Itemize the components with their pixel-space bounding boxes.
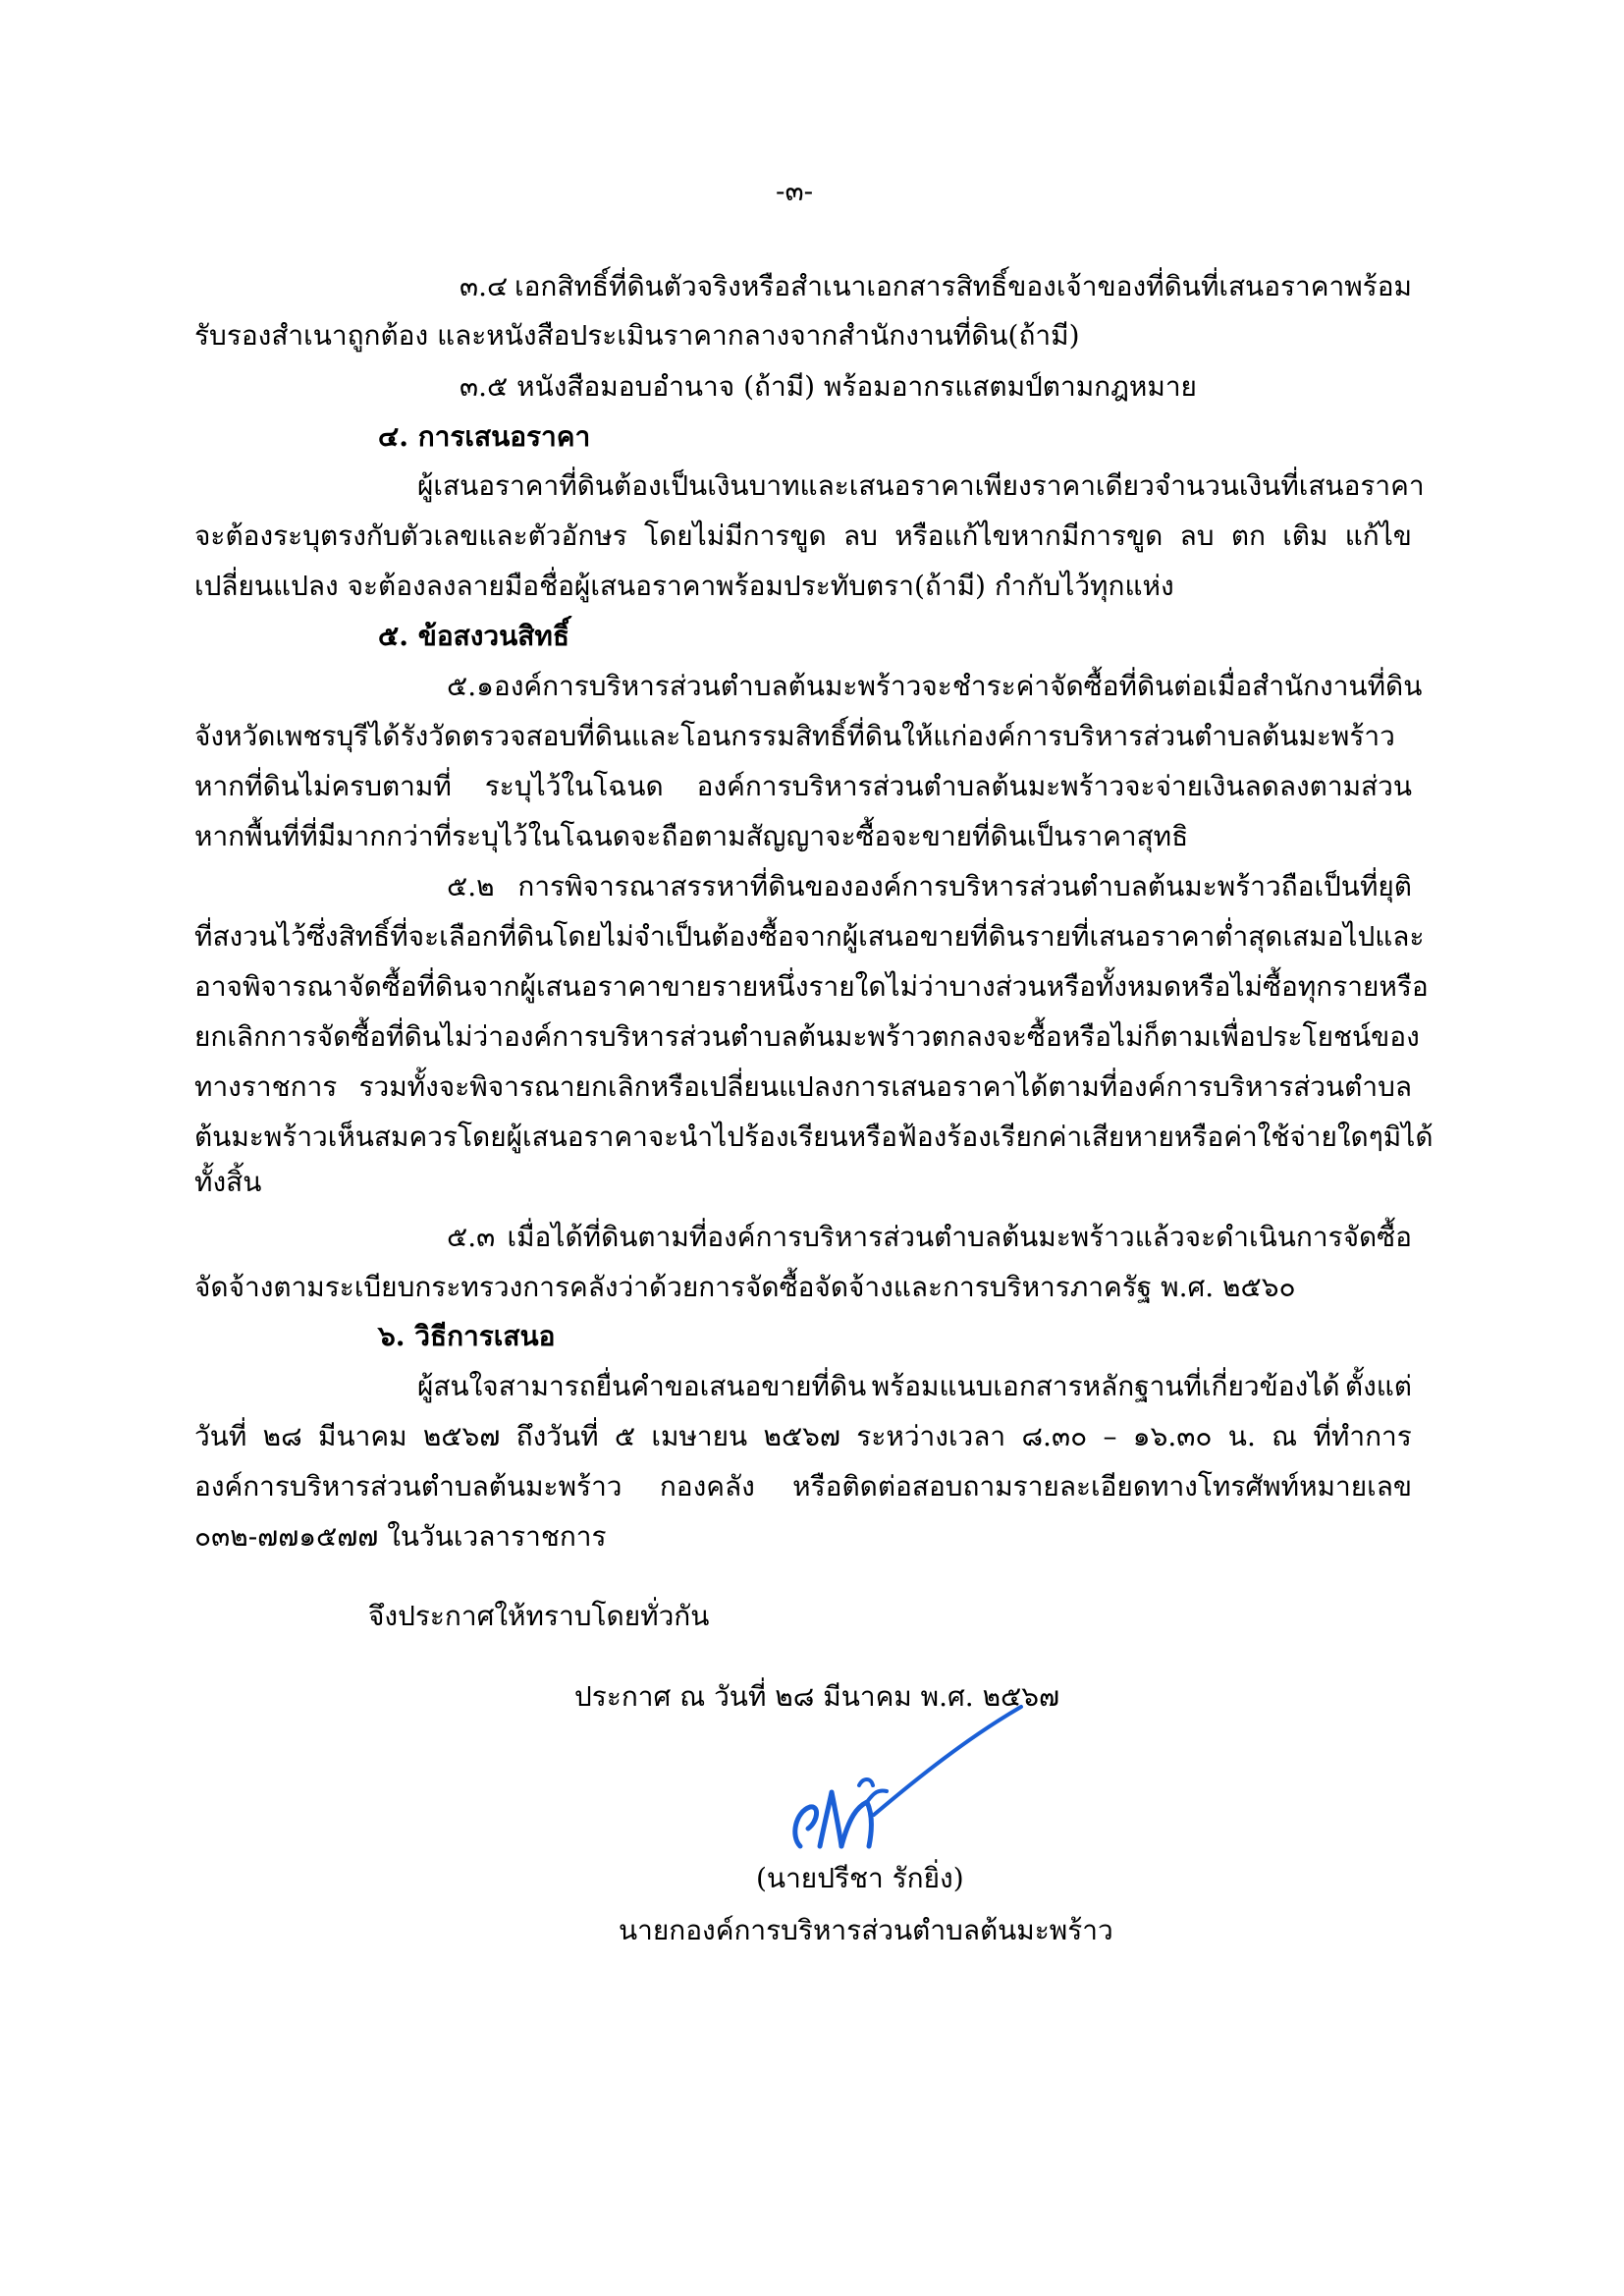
- clause-5-2-line-1: ๕.๒ การพิจารณาสรรหาที่ดินขององค์การบริหารส่วนตำบลต้นมะพร้าวถือเป็นที่ยุติ: [447, 870, 1412, 902]
- signer-name: (นายปรีชา รักยิ่ง): [756, 1862, 964, 1894]
- signer-title: นายกองค์การบริหารส่วนตำบลต้นมะพร้าว: [619, 1914, 1113, 1946]
- clause-5-1-line-3: หากที่ดินไม่ครบตามที่ ระบุไว้ในโฉนด องค์การบริหารส่วนตำบลต้นมะพร้าวจะจ่ายเงินลดลงตามส่วน: [194, 770, 1412, 802]
- clause-5-2-line-3: อาจพิจารณาจัดซื้อที่ดินจากผู้เสนอราคาขายรายหนึ่งรายใด ไม่ว่าบางส่วนหรือทั้งหมดหรือไม่ซื้อทุกราย หรือ: [194, 970, 1429, 1003]
- clause-5-1-line-1: ๕.๑ องค์การบริหารส่วนตำบลต้นมะพร้าวจะชำระค่าจัดซื้อที่ดินต่อเมื่อสำนักงานที่ดิน: [447, 670, 1423, 702]
- signature-mark: [781, 1699, 1056, 1876]
- closing-statement: จึงประกาศให้ทราบโดยทั่วกัน: [368, 1600, 710, 1632]
- section-5-heading: ๕. ข้อสงวนสิทธิ์: [378, 620, 569, 652]
- signature-strokes: [795, 1707, 1021, 1846]
- section-6-line-2: วันที่ ๒๘ มีนาคม ๒๕๖๗ ถึงวันที่ ๕ เมษายน ๒๕๖๗ ระหว่างเวลา ๘.๓๐ – ๑๖.๓๐ น. ณ ที่ทำการ: [194, 1420, 1412, 1452]
- section-6-heading: ๖. วิธีการเสนอ: [378, 1320, 556, 1352]
- section-6-line-1: ผู้สนใจสามารถยื่นคำขอเสนอขายที่ดิน พร้อมแนบเอกสารหลักฐานที่เกี่ยวข้องได้ ตั้งแต่: [417, 1370, 1412, 1402]
- clause-3-4-line-1: ๓.๔ เอกสิทธิ์ที่ดินตัวจริงหรือสำเนาเอกสารสิทธิ์ของเจ้าของที่ดินที่เสนอราคาพร้อม: [460, 270, 1412, 302]
- clause-3-4-line-2: รับรองสำเนาถูกต้อง และหนังสือประเมินราคากลางจากสำนักงานที่ดิน(ถ้ามี): [194, 319, 1080, 352]
- section-4-heading: ๔. การเสนอราคา: [378, 420, 591, 453]
- section-4-line-2: จะต้องระบุตรงกับตัวเลขและตัวอักษร โดยไม่มีการขูด ลบ หรือแก้ไขหากมีการขูด ลบ ตก เติม แก้ไข: [194, 519, 1412, 552]
- clause-3-5: ๓.๕ หนังสือมอบอำนาจ (ถ้ามี) พร้อมอากรแสตมป์ตามกฎหมาย: [460, 370, 1197, 403]
- clause-5-1-line-2: จังหวัดเพชรบุรีได้รังวัดตรวจสอบที่ดินและโอนกรรมสิทธิ์ที่ดินให้แก่องค์การบริหารส่วนตำบลต้นมะพร้าว: [194, 720, 1395, 752]
- clause-5-2-line-5: ทางราชการ รวมทั้งจะพิจารณายกเลิกหรือเปลี่ยนแปลงการเสนอราคาได้ตามที่องค์การบริหารส่วนตำบล: [194, 1070, 1412, 1103]
- clause-5-3-line-2: จัดจ้างตามระเบียบกระทรวงการคลังว่าด้วยการจัดซื้อจัดจ้างและการบริหารภาครัฐ พ.ศ. ๒๕๖๐: [194, 1271, 1296, 1303]
- clause-5-2-line-4: ยกเลิกการจัดซื้อที่ดิน ไม่ว่าองค์การบริหารส่วนตำบลต้นมะพร้าวตกลงจะซื้อหรือไม่ก็ตามเพื่อประโยชน์ของ: [194, 1020, 1420, 1053]
- section-4-line-3: เปลี่ยนแปลง จะต้องลงลายมือชื่อผู้เสนอราคาพร้อมประทับตรา(ถ้ามี) กำกับไว้ทุกแห่ง: [194, 570, 1174, 602]
- clause-5-2-line-2: ที่สงวนไว้ซึ่งสิทธิ์ที่จะเลือกที่ดิน โดยไม่จำเป็นต้องซื้อจากผู้เสนอขายที่ดินรายที่เสนอราคาต่ำสุดเสมอไป และ: [194, 920, 1425, 953]
- clause-5-2-line-6: ต้นมะพร้าวเห็นสมควร โดยผู้เสนอราคาจะนำไปร้องเรียนหรือฟ้องร้องเรียกค่าเสียหายหรือค่าใช้จ่ายใดๆ มิได้: [194, 1121, 1434, 1153]
- clause-5-3-line-1: ๕.๓ เมื่อได้ที่ดินตามที่องค์การบริหารส่วนตำบลต้นมะพร้าวแล้วจะดำเนินการจัดซื้อ: [447, 1221, 1412, 1253]
- clause-5-2-line-7: ทั้งสิ้น: [194, 1166, 262, 1198]
- clause-5-1-line-4: หากพื้นที่ที่มีมากกว่าที่ระบุไว้ในโฉนดจะถือตามสัญญาจะซื้อจะขายที่ดินเป็นราคาสุทธิ: [194, 820, 1189, 852]
- section-6-line-3: องค์การบริหารส่วนตำบลต้นมะพร้าว กองคลัง หรือติดต่อสอบถามรายละเอียดทางโทรศัพท์หมายเลข: [194, 1470, 1412, 1503]
- section-4-line-1: ผู้เสนอราคาที่ดิน ต้องเป็นเงินบาทและเสนอราคาเพียงราคาเดียวจำนวนเงินที่เสนอราคา: [417, 469, 1425, 502]
- section-6-line-4: ๐๓๒-๗๗๑๕๗๗ ในวันเวลาราชการ: [194, 1520, 607, 1553]
- announcement-date: ประกาศ ณ วันที่ ๒๘ มีนาคม พ.ศ. ๒๕๖๗: [574, 1680, 1060, 1713]
- page-number: -๓-: [776, 175, 814, 207]
